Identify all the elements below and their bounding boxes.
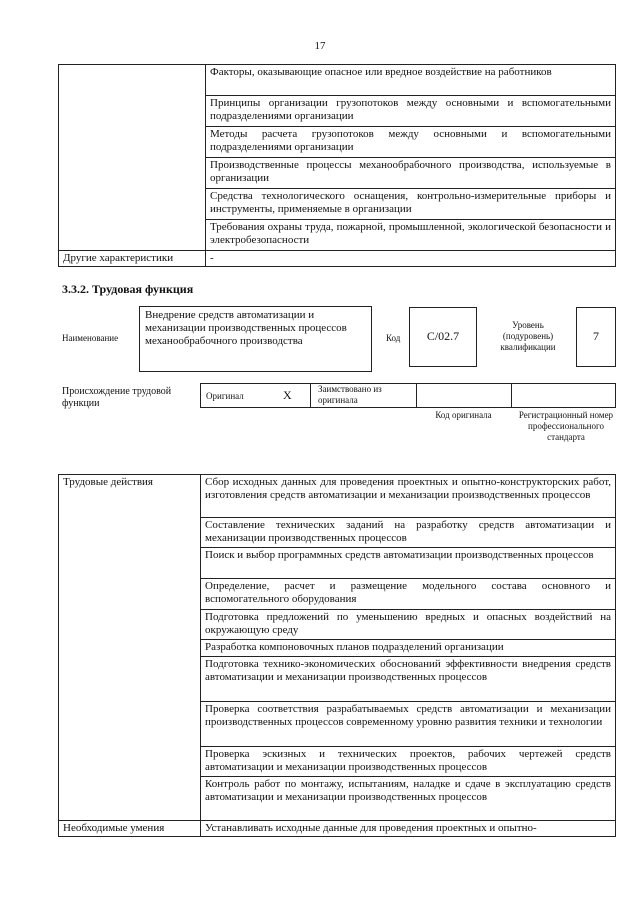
- labor-action-item: Подготовка технико-экономических обоснований эффективности внедрения средств автоматизации и механизации производственных процессов: [201, 657, 616, 702]
- code-original-caption: Код оригинала: [435, 410, 492, 420]
- labor-action-item: Подготовка предложений по уменьшению вредных и опасных воздействий на окружающую среду: [201, 610, 616, 640]
- knowledge-row: Методы расчета грузопотоков между основными и вспомогательными подразделениями организации: [206, 127, 616, 158]
- origin-divider: [511, 383, 512, 408]
- code-value: С/02.7: [426, 329, 460, 343]
- labor-action-item: Проверка соответствия разрабатываемых средств автоматизации и механизации производственных процессов современному уровню развития техники и технологии: [201, 702, 616, 747]
- labor-action-item: Определение, расчет и размещение модельного состава основного и вспомогательного оборудования: [201, 579, 616, 610]
- labor-action-item: Проверка эскизных и технических проектов, рабочих чертежей средств автоматизации и механизации производственных процессов: [201, 747, 616, 777]
- original-label: Оригинал: [206, 391, 244, 401]
- labor-action-item: Контроль работ по монтажу, испытаниям, наладке и сдаче в эксплуатацию средств автоматизации и механизации производственных процессов: [201, 777, 616, 821]
- section-title: 3.3.2. Трудовая функция: [62, 282, 194, 296]
- skills-item: Устанавливать исходные данные для проведения проектных и опытно-: [201, 821, 616, 837]
- reg-number-caption: Регистрационный номер профессионального стандарта: [518, 410, 614, 442]
- labor-action-item: Разработка компоновочных планов подразделений организации: [201, 640, 616, 657]
- origin-divider: [310, 383, 311, 408]
- knowledge-row: Принципы организации грузопотоков между основными и вспомогательными подразделениями организации: [206, 96, 616, 127]
- knowledge-row: Факторы, оказывающие опасное или вредное воздействие на работников: [206, 65, 616, 96]
- labor-action-item: Поиск и выбор программных средств автоматизации производственных процессов: [201, 548, 616, 579]
- labor-action-item: Сбор исходных данных для проведения проектных и опытно-конструкторских работ, изготовления средств автоматизации и механизации производственных процессов: [201, 475, 616, 518]
- borrowed-label: Заимствовано из оригинала: [318, 384, 382, 405]
- level-value: 7: [593, 329, 599, 343]
- knowledge-table: [58, 64, 616, 267]
- original-mark: X: [283, 388, 292, 402]
- code-label: Код: [386, 333, 401, 343]
- origin-divider: [416, 383, 417, 408]
- page-number: 17: [314, 40, 326, 52]
- knowledge-row: Требования охраны труда, пожарной, промышленной, экологической безопасности и электробезопасности: [206, 220, 616, 251]
- other-characteristics-label: Другие характеристики: [59, 251, 206, 267]
- labor-actions-label: Трудовые действия: [59, 475, 201, 821]
- labor-actions-table: [58, 474, 616, 837]
- knowledge-row: Производственные процессы механообрабочного производства, используемые в организации: [206, 158, 616, 189]
- level-label: Уровень (подуровень) квалификации: [500, 320, 556, 352]
- name-label: Наименование: [62, 333, 119, 343]
- skills-label: Необходимые умения: [59, 821, 201, 837]
- knowledge-row: Средства технологического оснащения, контрольно-измерительные приборы и инструменты, применяемые в организации: [206, 189, 616, 220]
- knowledge-left-cell: [59, 65, 206, 251]
- labor-action-item: Составление технических заданий на разработку средств автоматизации и механизации производственных процессов: [201, 518, 616, 548]
- origin-label: Происхождение трудовой функции: [62, 386, 172, 409]
- other-characteristics-value: -: [206, 251, 616, 267]
- name-value: Внедрение средств автоматизации и механизации производственных процессов механообрабочного производства: [145, 309, 347, 347]
